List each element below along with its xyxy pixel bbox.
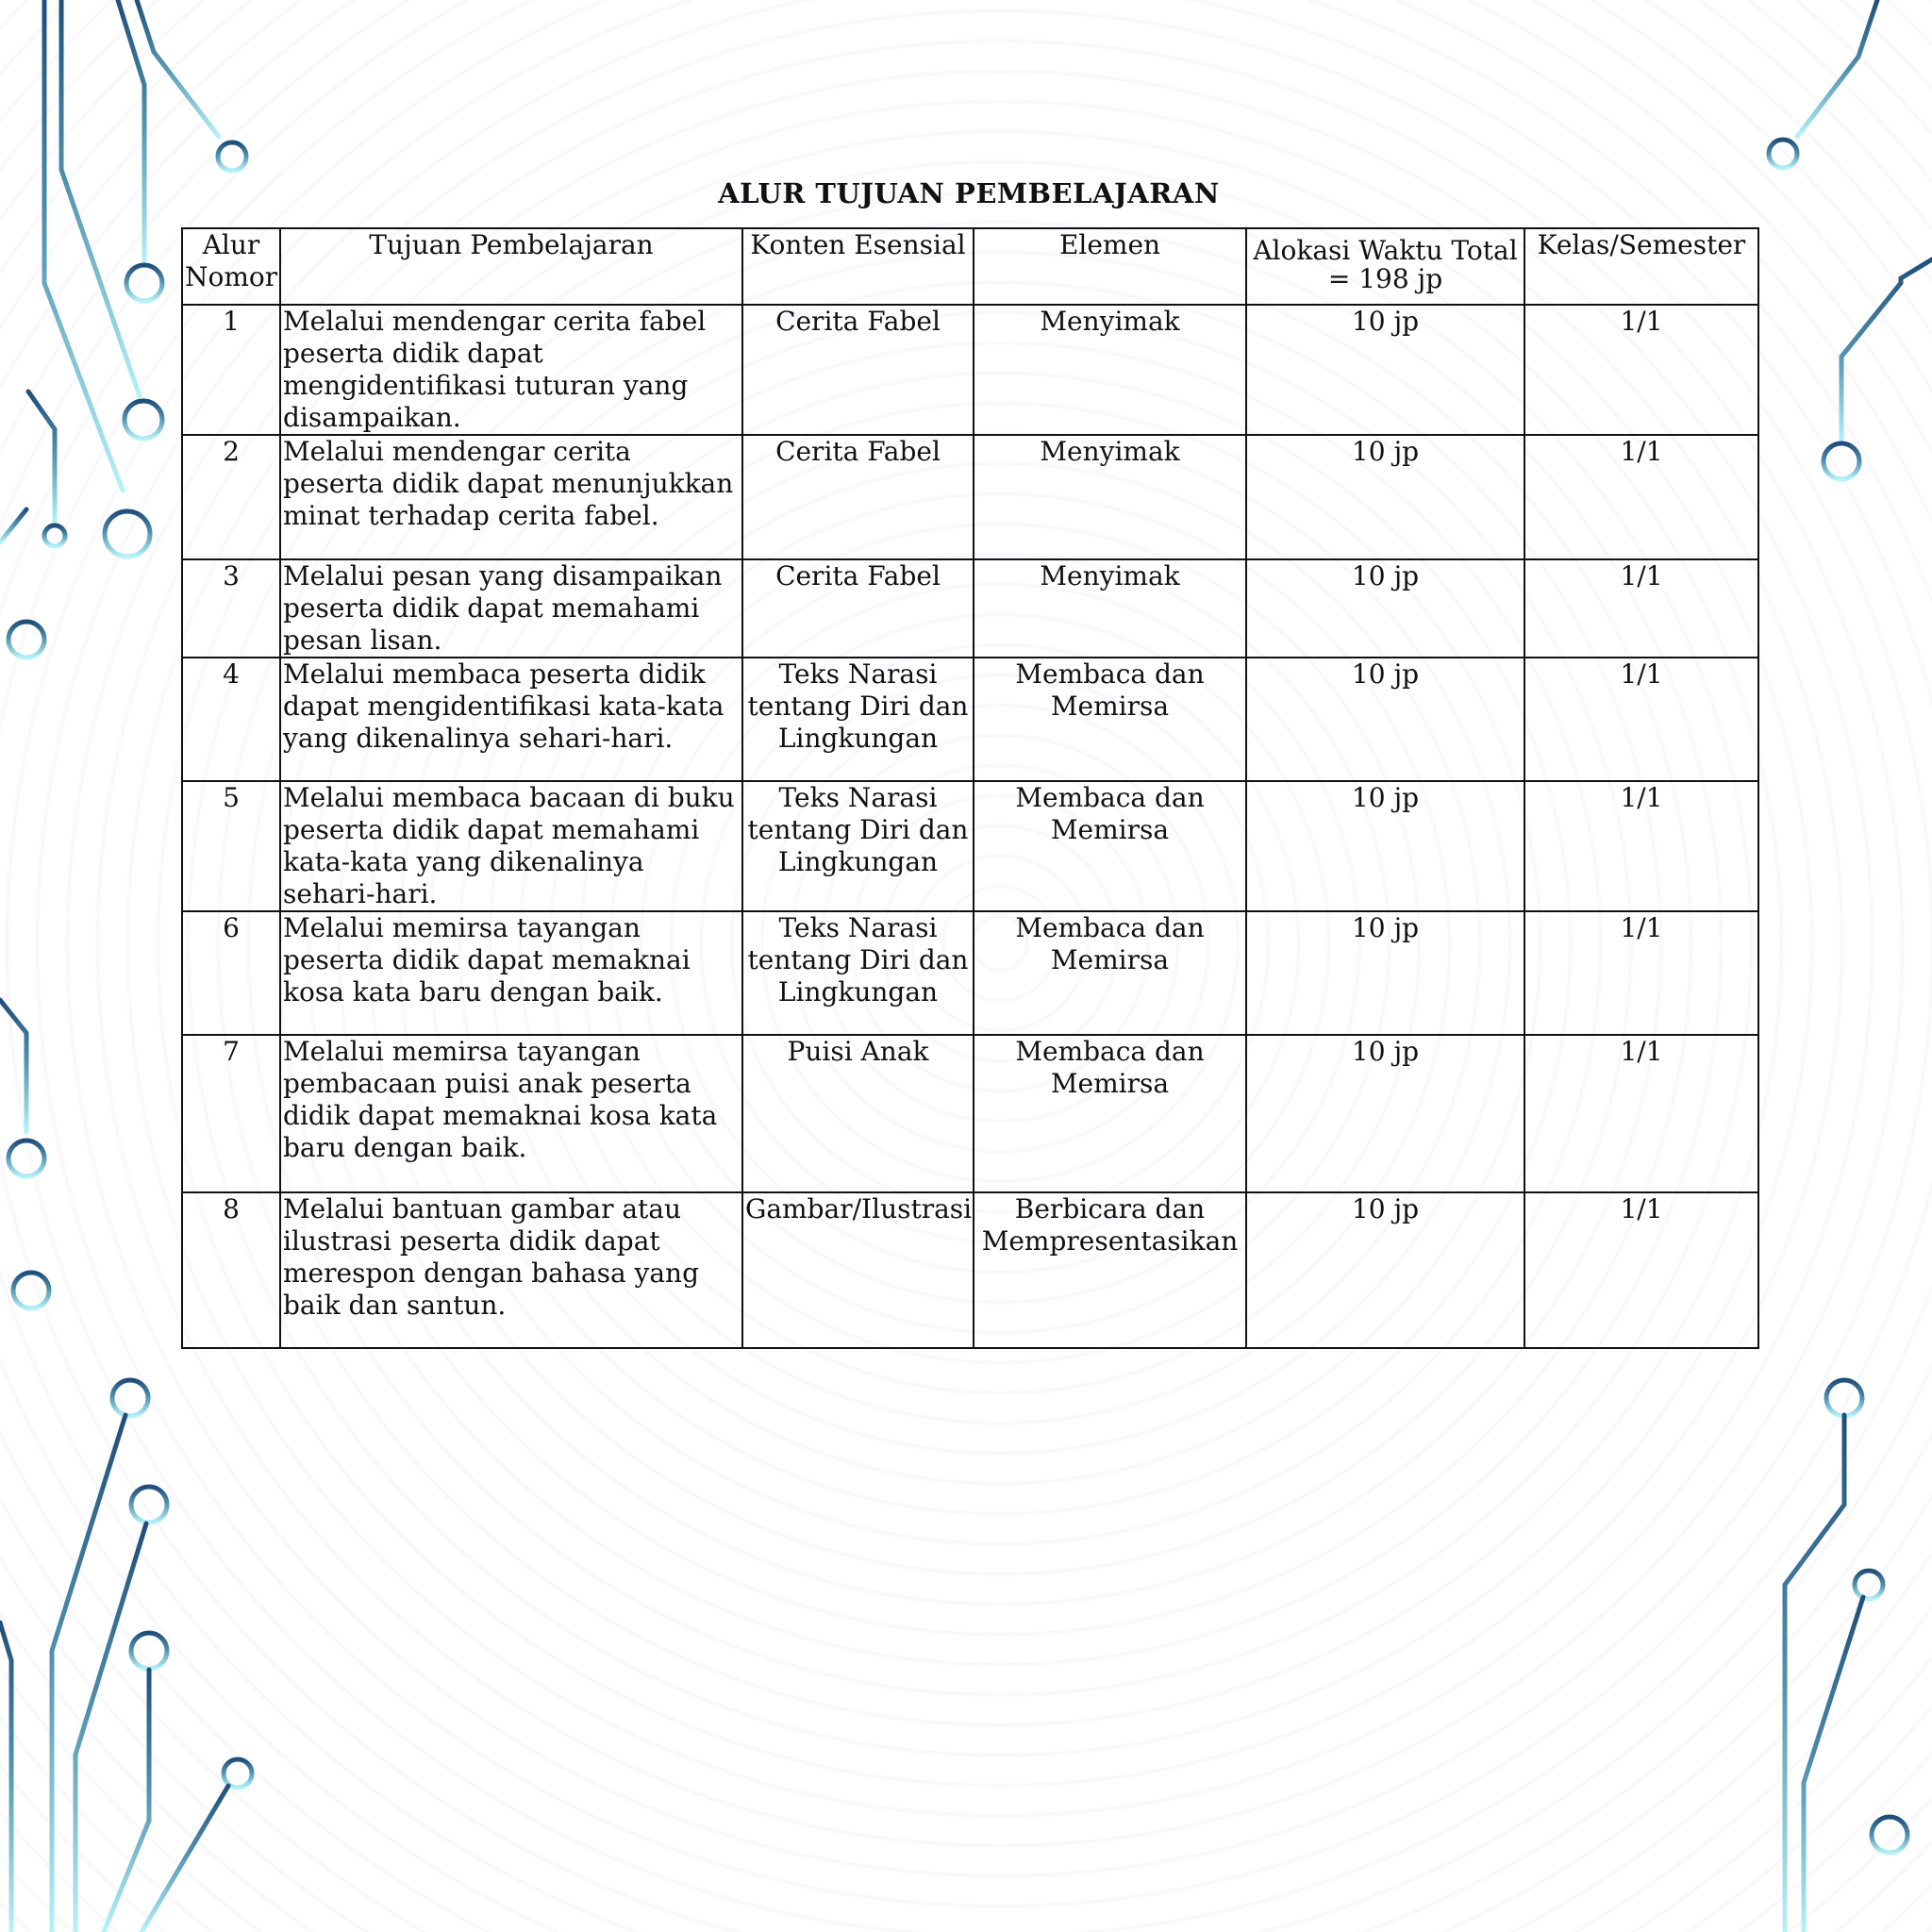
cell-alokasi: 10 jp xyxy=(1246,305,1524,435)
cell-elemen: Menyimak xyxy=(974,305,1246,435)
cell-konten: Gambar/Ilustrasi xyxy=(742,1192,974,1348)
cell-konten: Teks Narasi tentang Diri dan Lingkungan xyxy=(742,911,974,1035)
learning-objectives-table xyxy=(181,227,1759,1349)
header-elemen: Elemen xyxy=(974,228,1246,305)
table-row xyxy=(182,1035,1758,1192)
cell-tujuan: Melalui mendengar cerita peserta didik dapat menunjukkan minat terhadap cerita fabel. xyxy=(280,435,742,559)
cell-alokasi: 10 jp xyxy=(1246,435,1524,559)
cell-alokasi: 10 jp xyxy=(1246,658,1524,781)
cell-elemen: Berbicara dan Mempresentasikan xyxy=(974,1192,1246,1348)
cell-no: 2 xyxy=(182,435,280,559)
cell-konten: Teks Narasi tentang Diri dan Lingkungan xyxy=(742,781,974,911)
header-alur-line1: Alur xyxy=(202,229,260,260)
cell-no: 5 xyxy=(182,781,280,911)
table-row xyxy=(182,435,1758,559)
table-row xyxy=(182,911,1758,1035)
table-row xyxy=(182,658,1758,781)
cell-kelas: 1/1 xyxy=(1524,658,1758,781)
cell-alokasi: 10 jp xyxy=(1246,1192,1524,1348)
cell-tujuan: Melalui bantuan gambar atau ilustrasi peserta didik dapat merespon dengan bahasa yang baik dan santun. xyxy=(280,1192,742,1348)
cell-no: 4 xyxy=(182,658,280,781)
header-konten: Konten Esensial xyxy=(742,228,974,305)
document-title: ALUR TUJUAN PEMBELAJARAN xyxy=(718,177,1220,209)
table-row xyxy=(182,1192,1758,1348)
header-tujuan: Tujuan Pembelajaran xyxy=(280,228,742,305)
cell-kelas: 1/1 xyxy=(1524,911,1758,1035)
cell-elemen: Membaca dan Memirsa xyxy=(974,1035,1246,1192)
cell-konten: Cerita Fabel xyxy=(742,559,974,658)
header-alokasi-line2: = 198 jp xyxy=(1327,263,1443,294)
cell-alokasi: 10 jp xyxy=(1246,911,1524,1035)
cell-konten: Cerita Fabel xyxy=(742,435,974,559)
cell-elemen: Membaca dan Memirsa xyxy=(974,781,1246,911)
cell-no: 1 xyxy=(182,305,280,435)
header-alokasi-line1: Alokasi Waktu Total xyxy=(1253,235,1518,266)
cell-alokasi: 10 jp xyxy=(1246,1035,1524,1192)
cell-elemen: Membaca dan Memirsa xyxy=(974,911,1246,1035)
cell-no: 3 xyxy=(182,559,280,658)
cell-no: 6 xyxy=(182,911,280,1035)
cell-tujuan: Melalui membaca bacaan di buku peserta didik dapat memahami kata-kata yang dikenalinya sehari-hari. xyxy=(280,781,742,911)
cell-tujuan: Melalui mendengar cerita fabel peserta didik dapat mengidentifikasi tuturan yang disampaikan. xyxy=(280,305,742,435)
cell-konten: Cerita Fabel xyxy=(742,305,974,435)
header-alur-nomor xyxy=(182,228,280,305)
cell-konten: Puisi Anak xyxy=(742,1035,974,1192)
table-header-row xyxy=(182,228,1758,305)
table-row xyxy=(182,559,1758,658)
table-row xyxy=(182,305,1758,435)
cell-no: 7 xyxy=(182,1035,280,1192)
cell-alokasi: 10 jp xyxy=(1246,781,1524,911)
header-kelas: Kelas/Semester xyxy=(1524,228,1758,305)
cell-tujuan: Melalui memirsa tayangan pembacaan puisi anak peserta didik dapat memaknai kosa kata baru dengan baik. xyxy=(280,1035,742,1192)
header-alur-line2: Nomor xyxy=(185,261,278,292)
cell-kelas: 1/1 xyxy=(1524,1035,1758,1192)
cell-tujuan: Melalui pesan yang disampaikan peserta didik dapat memahami pesan lisan. xyxy=(280,559,742,658)
cell-kelas: 1/1 xyxy=(1524,305,1758,435)
table-row xyxy=(182,781,1758,911)
header-alokasi xyxy=(1246,228,1524,305)
cell-alokasi: 10 jp xyxy=(1246,559,1524,658)
cell-kelas: 1/1 xyxy=(1524,1192,1758,1348)
cell-elemen: Menyimak xyxy=(974,559,1246,658)
cell-tujuan: Melalui memirsa tayangan peserta didik dapat memaknai kosa kata baru dengan baik. xyxy=(280,911,742,1035)
cell-kelas: 1/1 xyxy=(1524,435,1758,559)
cell-kelas: 1/1 xyxy=(1524,559,1758,658)
cell-kelas: 1/1 xyxy=(1524,781,1758,911)
cell-konten: Teks Narasi tentang Diri dan Lingkungan xyxy=(742,658,974,781)
cell-elemen: Menyimak xyxy=(974,435,1246,559)
cell-elemen: Membaca dan Memirsa xyxy=(974,658,1246,781)
cell-no: 8 xyxy=(182,1192,280,1348)
cell-tujuan: Melalui membaca peserta didik dapat mengidentifikasi kata-kata yang dikenalinya sehari-hari. xyxy=(280,658,742,781)
